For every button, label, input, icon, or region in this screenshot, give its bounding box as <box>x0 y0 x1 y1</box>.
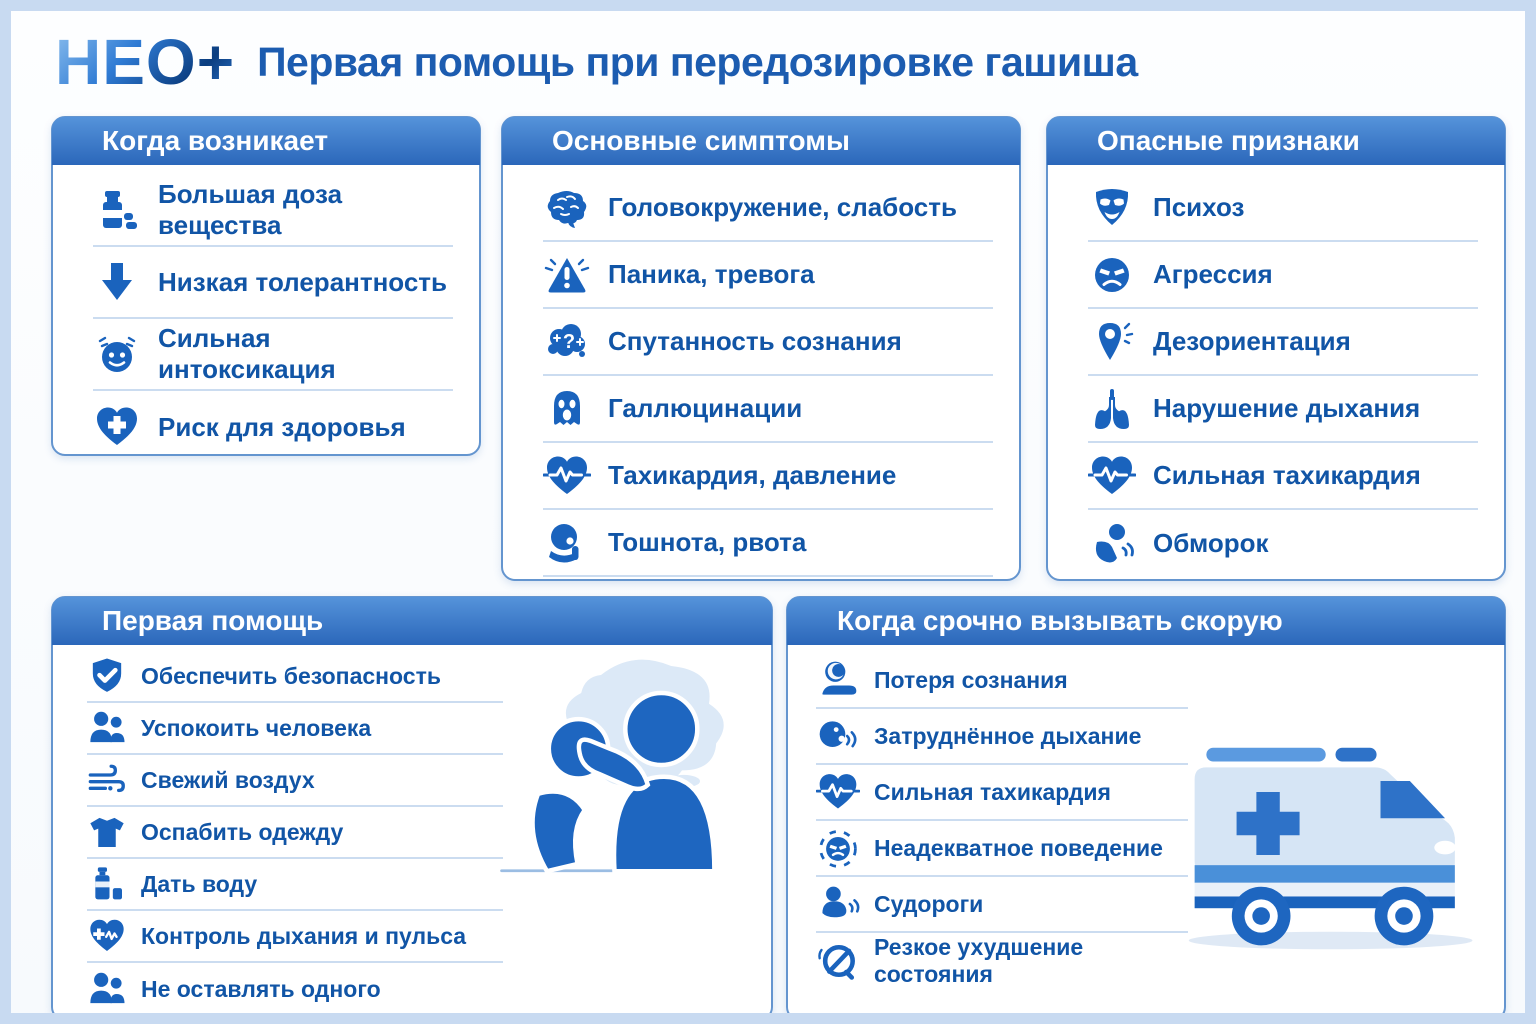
list-item <box>87 963 503 1015</box>
card-call-ambulance <box>786 596 1506 1021</box>
card-ambulance-header <box>787 597 1505 645</box>
list-item <box>87 807 503 859</box>
item-label: Риск для здоровья <box>158 411 406 442</box>
two-people-icon <box>87 969 127 1009</box>
prohibited-icon <box>816 939 860 983</box>
list-item <box>87 755 503 807</box>
heart-pulse-icon <box>543 452 591 500</box>
ambulance-illustration <box>1178 738 1493 963</box>
card-when-header <box>52 117 480 165</box>
heart-cross-pulse-icon <box>87 916 127 956</box>
item-label: Судороги <box>874 890 984 917</box>
list-item <box>816 933 1188 989</box>
item-label: Большая доза вещества <box>158 179 343 240</box>
card-title: Когда срочно вызывать скорую <box>837 605 1283 636</box>
nausea-icon <box>543 519 591 567</box>
item-label: Оспабить одежду <box>141 818 344 845</box>
shield-check-icon <box>87 656 127 696</box>
item-label: Дезориентация <box>1153 326 1351 356</box>
wind-icon <box>87 760 127 800</box>
item-label: Тахикардия, давление <box>608 460 897 490</box>
two-people-icon <box>87 708 127 748</box>
item-label: Не оставлять одного <box>141 975 381 1002</box>
header <box>55 21 1138 103</box>
item-label: Нарушение дыхания <box>1153 393 1421 423</box>
neo-plus-logo: НЕО+ <box>55 26 236 98</box>
comfort-illustration <box>493 626 763 976</box>
list-item <box>543 510 993 577</box>
card-when-occurs <box>51 116 481 456</box>
list-item <box>543 443 993 510</box>
theater-mask-icon <box>1088 184 1136 232</box>
card-title: Опасные признаки <box>1097 125 1360 156</box>
lungs-icon <box>1088 385 1136 433</box>
item-label: Потеря сознания <box>874 666 1068 693</box>
item-label: Резкое ухудшение состояния <box>874 934 1084 987</box>
water-bottle-icon <box>87 864 127 904</box>
list-item <box>1088 242 1478 309</box>
item-label: Свежий воздух <box>141 766 315 793</box>
list-item <box>1088 510 1478 577</box>
faint-icon <box>1088 520 1136 568</box>
tshirt-icon <box>87 812 127 852</box>
heart-pulse-icon <box>1088 452 1136 500</box>
item-label: Сильная тахикардия <box>1153 460 1421 490</box>
angry-face-icon <box>1088 251 1136 299</box>
location-pin-icon <box>1088 318 1136 366</box>
erratic-face-icon <box>816 826 860 870</box>
list-item <box>87 859 503 911</box>
list-item <box>1088 175 1478 242</box>
list-item <box>816 821 1188 877</box>
item-label: Низкая толерантность <box>158 266 448 297</box>
item-label: Контроль дыхания и пульса <box>141 922 467 949</box>
item-label: Обеспечить безопасность <box>141 662 441 689</box>
dizzy-face-icon <box>93 330 141 378</box>
list-item <box>1088 309 1478 376</box>
warning-triangle-icon <box>543 251 591 299</box>
list-item <box>543 242 993 309</box>
ghost-icon <box>543 385 591 433</box>
list-item <box>816 877 1188 933</box>
breathing-difficulty-icon <box>816 714 860 758</box>
card-symptoms <box>501 116 1021 581</box>
list-item <box>816 709 1188 765</box>
page-title: Первая помощь при передозировке гашиша <box>257 38 1138 85</box>
list-item <box>87 703 503 755</box>
card-danger-signs <box>1046 116 1506 581</box>
list-item <box>543 376 993 443</box>
list-item <box>87 911 503 963</box>
item-label: Тошнота, рвота <box>608 527 807 557</box>
list-item <box>816 765 1188 821</box>
card-title: Когда возникает <box>102 125 329 156</box>
item-label: Спутанность сознания <box>608 326 902 356</box>
list-item <box>93 247 453 319</box>
card-title: Основные симптомы <box>552 125 850 156</box>
item-label: Головокружение, слабость <box>608 192 957 222</box>
item-label: Агрессия <box>1153 259 1273 289</box>
list-item <box>87 651 503 703</box>
list-item <box>93 319 453 391</box>
card-danger-header <box>1047 117 1505 165</box>
convulsions-icon <box>816 882 860 926</box>
list-item <box>543 309 993 376</box>
card-symptoms-header <box>502 117 1020 165</box>
item-label: Галлюцинации <box>608 393 803 423</box>
item-label: Успокоить человека <box>141 714 372 741</box>
heart-pulse-icon <box>816 770 860 814</box>
unconscious-icon <box>816 658 860 702</box>
medicine-dose-icon <box>93 186 141 234</box>
list-item <box>1088 376 1478 443</box>
brain-icon <box>543 184 591 232</box>
item-label: Дать воду <box>141 870 258 897</box>
item-label: Затруднённое дыхание <box>874 722 1142 749</box>
item-label: Обморок <box>1153 528 1269 558</box>
list-item <box>543 175 993 242</box>
list-item <box>816 653 1188 709</box>
item-label: Сильная интоксикация <box>158 323 336 384</box>
confusion-cloud-icon <box>543 318 591 366</box>
item-label: Паника, тревога <box>608 259 815 289</box>
heart-cross-icon <box>93 403 141 451</box>
list-item <box>93 391 453 463</box>
card-first-aid <box>51 596 773 1021</box>
item-label: Психоз <box>1153 192 1245 222</box>
item-label: Сильная тахикардия <box>874 778 1111 805</box>
list-item <box>1088 443 1478 510</box>
list-item <box>93 175 453 247</box>
item-label: Неадекватное поведение <box>874 834 1163 861</box>
question-glyph: ? <box>562 330 576 353</box>
down-arrow-icon <box>93 258 141 306</box>
card-title: Первая помощь <box>102 605 324 636</box>
